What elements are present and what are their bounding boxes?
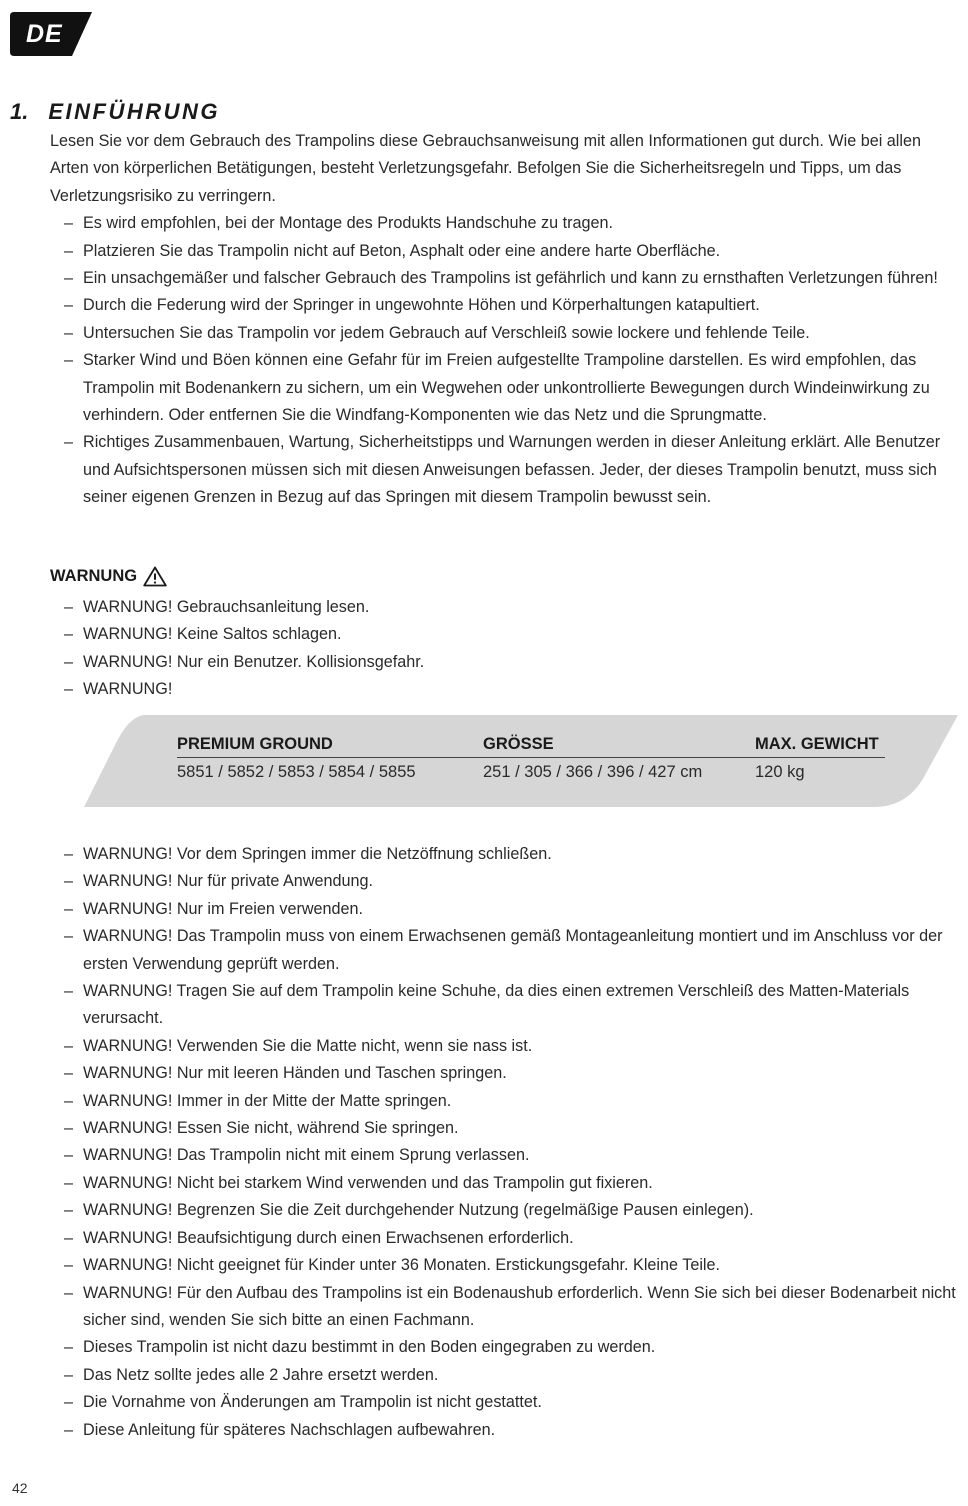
warning-item: – Diese Anleitung für späteres Nachschlagen aufbewahren. bbox=[50, 1417, 962, 1444]
list-item: – Durch die Federung wird der Springer in ungewohnte Höhen und Körperhaltungen katapultiert. bbox=[50, 292, 962, 319]
cell-max-weight: 120 kg bbox=[755, 763, 805, 781]
spec-table bbox=[177, 733, 885, 782]
intro-list bbox=[50, 210, 962, 511]
warning-item: – WARNUNG! Nicht geeignet für Kinder unter 36 Monaten. Erstickungsgefahr. Kleine Teile. bbox=[50, 1252, 962, 1279]
warning-item: – WARNUNG! Das Trampolin nicht mit einem Sprung verlassen. bbox=[50, 1142, 962, 1169]
col-header-size: GRÖSSE bbox=[483, 733, 755, 758]
intro-section bbox=[50, 128, 962, 512]
list-item: – Es wird empfohlen, bei der Montage des Produkts Handschuhe zu tragen. bbox=[50, 210, 962, 237]
col-header-max-weight: MAX. GEWICHT bbox=[755, 733, 885, 758]
warning-item: – WARNUNG! Verwenden Sie die Matte nicht, wenn sie nass ist. bbox=[50, 1033, 962, 1060]
list-item: – Platzieren Sie das Trampolin nicht auf Beton, Asphalt oder eine andere harte Oberfläche. bbox=[50, 238, 962, 265]
warning-item: – Dieses Trampolin ist nicht dazu bestimmt in den Boden eingegraben zu werden. bbox=[50, 1334, 962, 1361]
cell-sizes: 251 / 305 / 366 / 396 / 427 cm bbox=[483, 763, 703, 781]
section-title bbox=[10, 99, 220, 125]
table-row bbox=[177, 758, 885, 783]
warning-item: – WARNUNG! Nicht bei starkem Wind verwenden und das Trampolin gut fixieren. bbox=[50, 1170, 962, 1197]
section-number: 1. bbox=[10, 99, 29, 124]
list-item: – Ein unsachgemäßer und falscher Gebrauch des Trampolins ist gefährlich und kann zu ernsthaften Verletzungen führen! bbox=[50, 265, 962, 292]
warning-item: – WARNUNG! Nur im Freien verwenden. bbox=[50, 896, 962, 923]
warning-item: – WARNUNG! Beaufsichtigung durch einen Erwachsenen erforderlich. bbox=[50, 1225, 962, 1252]
warning-item: – WARNUNG! Nur mit leeren Händen und Taschen springen. bbox=[50, 1060, 962, 1087]
intro-paragraph: Lesen Sie vor dem Gebrauch des Trampolins diese Gebrauchsanweisung mit allen Informationen gut durch. Wie bei allen Arten von körperlichen Betätigungen, besteht Verletzungsgefahr. Befolgen Sie die Sicherheitsregeln und Tipps, um das Verletzungsrisiko zu verringern. bbox=[50, 132, 922, 205]
warning-item: – WARNUNG! Keine Saltos schlagen. bbox=[50, 621, 962, 648]
warning-item: – Das Netz sollte jedes alle 2 Jahre ersetzt werden. bbox=[50, 1362, 962, 1389]
warning-item: – WARNUNG! Für den Aufbau des Trampolins ist ein Bodenaushub erforderlich. Wenn Sie sich bei dieser Bodenarbeit nicht sicher sind, wenden Sie sich bitte an einen Fachmann. bbox=[50, 1280, 962, 1335]
warning-item: – WARNUNG! Nur für private Anwendung. bbox=[50, 868, 962, 895]
language-badge bbox=[10, 12, 92, 56]
language-code: DE bbox=[26, 20, 63, 48]
warning-item: – WARNUNG! Das Trampolin muss von einem Erwachsenen gemäß Montageanleitung montiert und im Anschluss vor der ersten Verwendung geprüft werden. bbox=[50, 923, 962, 978]
warning-heading-text: WARNUNG bbox=[50, 567, 138, 585]
warning-list-bottom bbox=[50, 841, 962, 1444]
page-number: 42 bbox=[12, 1480, 28, 1496]
warning-item: – WARNUNG! Gebrauchsanleitung lesen. bbox=[50, 594, 962, 621]
warning-item: – WARNUNG! Nur ein Benutzer. Kollisionsgefahr. bbox=[50, 649, 962, 676]
warning-item: – WARNUNG! Essen Sie nicht, während Sie springen. bbox=[50, 1115, 962, 1142]
warning-heading bbox=[50, 566, 167, 587]
section-heading: EINFÜHRUNG bbox=[48, 99, 221, 124]
warning-item: – WARNUNG! Vor dem Springen immer die Netzöffnung schließen. bbox=[50, 841, 962, 868]
warning-list-top bbox=[50, 594, 962, 704]
cell-model-numbers: 5851 / 5852 / 5853 / 5854 / 5855 bbox=[177, 763, 416, 781]
table-header-row bbox=[177, 733, 885, 758]
warning-triangle-icon bbox=[143, 566, 167, 587]
list-item: – Untersuchen Sie das Trampolin vor jedem Gebrauch auf Verschleiß sowie lockere und fehlende Teile. bbox=[50, 320, 962, 347]
warning-item: – WARNUNG! Begrenzen Sie die Zeit durchgehender Nutzung (regelmäßige Pausen einlegen). bbox=[50, 1197, 962, 1224]
warning-item: – WARNUNG! bbox=[50, 676, 962, 703]
col-header-model: PREMIUM GROUND bbox=[177, 733, 483, 758]
list-item: – Starker Wind und Böen können eine Gefahr für im Freien aufgestellte Trampoline darstellen. Es wird empfohlen, das Trampolin mit Bodenankern zu sichern, um ein Wegwehen oder unkontrollierte Bewegungen durch Windeinwirkung zu verhindern. Oder entfernen Sie die Windfang-Komponenten wie das Netz und die Sprungmatte. bbox=[50, 347, 962, 429]
list-item: – Richtiges Zusammenbauen, Wartung, Sicherheitstipps und Warnungen werden in dieser Anleitung erklärt. Alle Benutzer und Aufsichtspersonen müssen sich mit diesen Anweisungen befassen. Jeder, der dieses Trampolin benutzt, muss sich seiner eigenen Grenzen in Bezug auf das Springen mit diesem Trampolin bewusst sein. bbox=[50, 429, 962, 511]
warning-item: – WARNUNG! Tragen Sie auf dem Trampolin keine Schuhe, da dies einen extremen Verschleiß des Matten-Materials verursacht. bbox=[50, 978, 962, 1033]
warning-item: – Die Vornahme von Änderungen am Trampolin ist nicht gestattet. bbox=[50, 1389, 962, 1416]
warning-item: – WARNUNG! Immer in der Mitte der Matte springen. bbox=[50, 1088, 962, 1115]
